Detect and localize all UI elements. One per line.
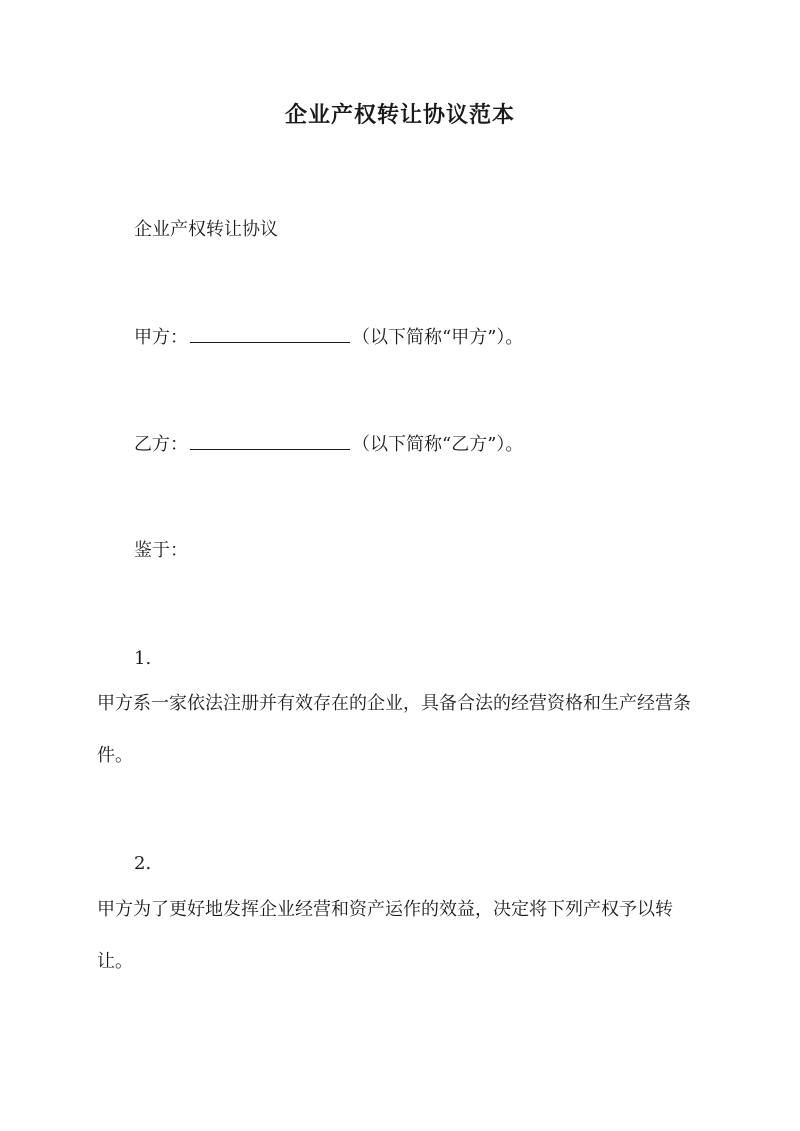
party-b-label: 乙方： [134,434,188,455]
party-b-suffix: （以下简称“乙方”）。 [352,434,524,455]
party-b-blank [190,431,350,450]
party-a-label: 甲方： [134,327,188,348]
clause-1-text: 甲方系一家依法注册并有效存在的企业，具备合法的经营资格和生产经营条件。 [97,693,691,766]
clause-2-text: 甲方为了更好地发挥企业经营和资产运作的效益，决定将下列产权予以转让。 [97,899,673,972]
clause-2-number: 2. [134,853,152,874]
agreement-subtitle: 企业产权转让协议 [134,219,278,240]
clause-1-number: 1. [134,648,152,669]
party-a-blank [190,324,350,343]
whereas-heading: 鉴于： [134,540,188,561]
party-b-line [134,431,523,458]
party-a-line [134,324,523,351]
party-a-suffix: （以下简称“甲方”）。 [352,327,524,348]
document-title: 企业产权转让协议范本 [284,102,515,128]
